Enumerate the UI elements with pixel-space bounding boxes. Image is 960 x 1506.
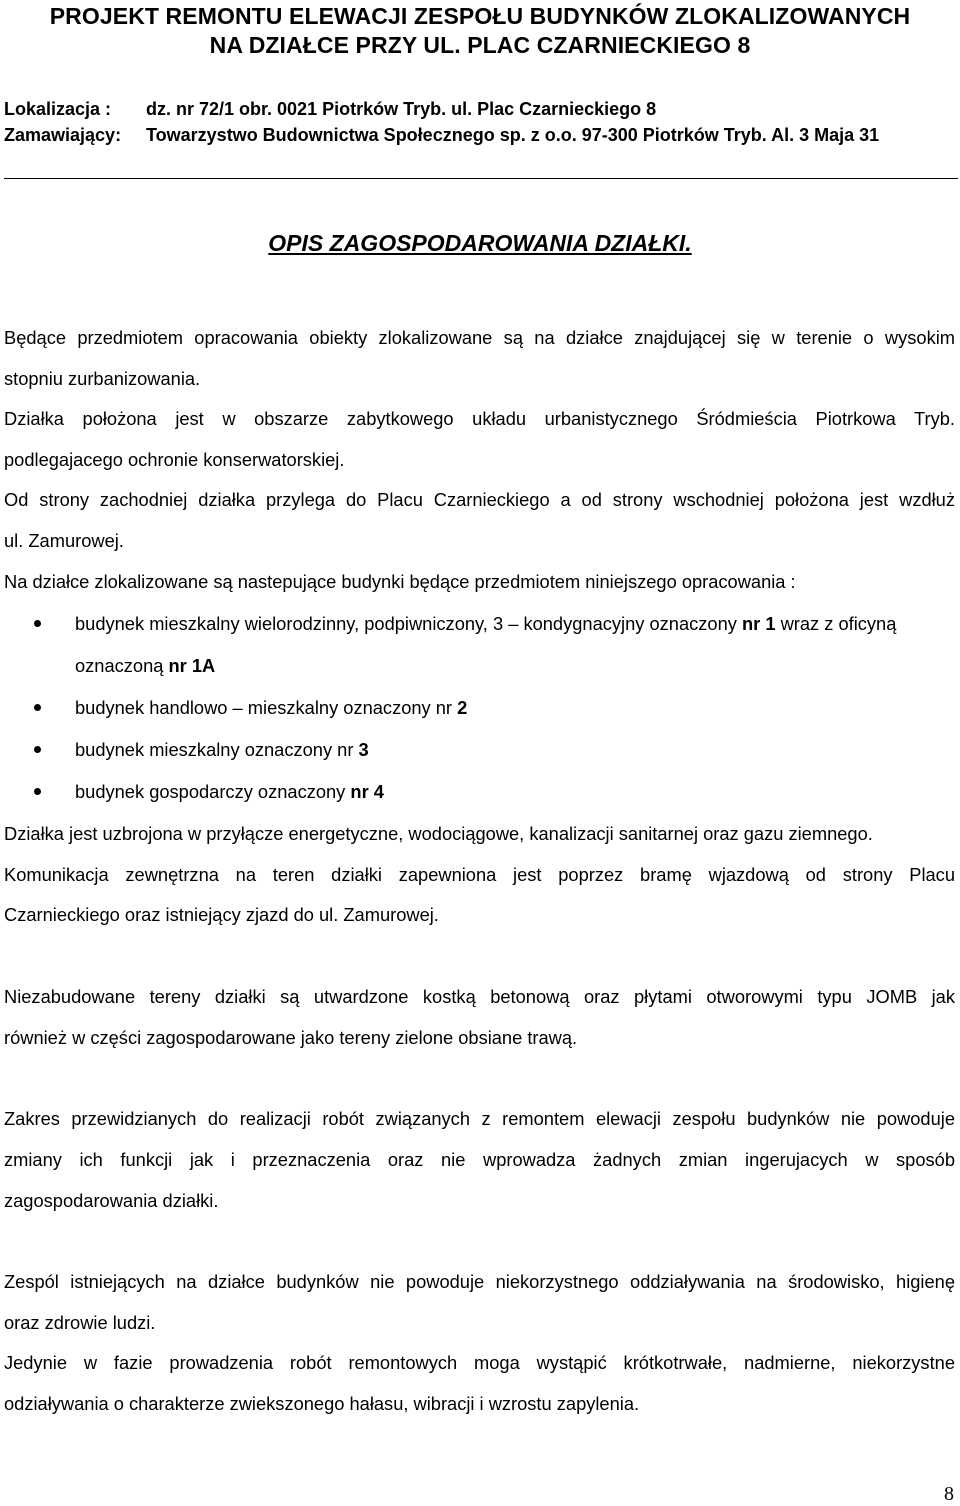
document-title-line-2: NA DZIAŁCE PRZY UL. PLAC CZARNIECKIEGO 8 bbox=[209, 32, 751, 58]
paragraph-line: Działka jest uzbrojona w przyłącze energetyczne, wodociągowe, kanalizacji sanitarnej oraz gazu ziemnego. bbox=[4, 823, 873, 844]
paragraph-line: Niezabudowane tereny działki są utwardzone kostką betonową oraz płytami otworowymi typu JOMB jak bbox=[4, 986, 955, 1007]
section-heading: OPIS ZAGOSPODAROWANIA DZIAŁKI. bbox=[268, 230, 692, 256]
building-item-3 bbox=[75, 739, 369, 761]
bullet-icon bbox=[34, 620, 41, 627]
paragraph-line: Jedynie w fazie prowadzenia robót remontowych moga wystąpić krótkotrwałe, nadmierne, niekorzystne bbox=[4, 1352, 955, 1373]
bullet-icon bbox=[34, 704, 41, 711]
paragraph-line: odziaływania o charakterze zwiekszonego hałasu, wibracji i wzrostu zapylenia. bbox=[4, 1393, 640, 1414]
paragraph-line: stopniu zurbanizowania. bbox=[4, 368, 201, 389]
building-1-number: nr 1 bbox=[741, 613, 776, 634]
header-divider bbox=[4, 178, 958, 179]
building-3-number: 3 bbox=[358, 739, 369, 760]
paragraph-line: Działka położona jest w obszarze zabytkowego układu urbanistycznego Śródmieścia Piotrkowa Tryb. bbox=[4, 408, 955, 429]
building-item-4 bbox=[75, 781, 384, 803]
client-row bbox=[4, 124, 880, 146]
building-2-number: 2 bbox=[457, 697, 468, 718]
bullet-icon bbox=[34, 746, 41, 753]
client-value: Towarzystwo Budownictwa Społecznego sp. z o.o. 97-300 Piotrków Tryb. Al. 3 Maja 31 bbox=[146, 125, 880, 145]
building-4-text: budynek gospodarczy oznaczony bbox=[75, 781, 351, 802]
building-3-text: budynek mieszkalny oznaczony nr bbox=[75, 739, 359, 760]
paragraph-line: Czarnieckiego oraz istniejący zjazd do ul. Zamurowej. bbox=[4, 904, 439, 925]
paragraph-line: oraz zdrowie ludzi. bbox=[4, 1312, 156, 1333]
paragraph-line: Od strony zachodniej działka przylega do Placu Czarnieckiego a od strony wschodniej położona jest wzdłuż bbox=[4, 489, 955, 510]
paragraph-line: podlegajacego ochronie konserwatorskiej. bbox=[4, 449, 345, 470]
paragraph-line: Zespól istniejących na działce budynków nie powoduje niekorzystnego oddziaływania na środowisko, higienę bbox=[4, 1271, 955, 1292]
location-row bbox=[4, 98, 657, 120]
page-number: 8 bbox=[944, 1483, 954, 1505]
building-item-1-continued bbox=[75, 655, 215, 677]
paragraph-line: również w części zagospodarowane jako tereny zielone obsiane trawą. bbox=[4, 1027, 578, 1048]
location-value: dz. nr 72/1 obr. 0021 Piotrków Tryb. ul. Plac Czarnieckiego 8 bbox=[146, 99, 657, 119]
paragraph-line: zmiany ich funkcji jak i przeznaczenia oraz nie wprowadza żadnych zmian ingerujacych w sposób bbox=[4, 1149, 955, 1170]
paragraph-line: Będące przedmiotem opracowania obiekty zlokalizowane są na działce znajdującej się w terenie o wysokim bbox=[4, 327, 955, 348]
bullet-icon bbox=[34, 788, 41, 795]
buildings-intro: Na działce zlokalizowane są nastepujące budynki będące przedmiotem niniejszego opracowania : bbox=[4, 571, 796, 592]
building-1a-number: nr 1A bbox=[168, 655, 216, 676]
location-label: Lokalizacja : bbox=[4, 99, 112, 119]
paragraph-line: zagospodarowania działki. bbox=[4, 1190, 219, 1211]
paragraph-line: Zakres przewidzianych do realizacji robót związanych z remontem elewacji zespołu budynków nie powoduje bbox=[4, 1108, 955, 1129]
building-1-text: budynek mieszkalny wielorodzinny, podpiwniczony, 3 – kondygnacyjny oznaczony bbox=[75, 613, 742, 634]
client-label: Zamawiający: bbox=[4, 125, 122, 145]
paragraph-line: Komunikacja zewnętrzna na teren działki zapewniona jest poprzez bramę wjazdową od strony Placu bbox=[4, 864, 955, 885]
building-1-tail: wraz z oficyną bbox=[775, 613, 897, 634]
building-4-number: nr 4 bbox=[350, 781, 384, 802]
building-2-text: budynek handlowo – mieszkalny oznaczony nr bbox=[75, 697, 458, 718]
building-item-1 bbox=[75, 613, 896, 635]
document-title-line-1: PROJEKT REMONTU ELEWACJI ZESPOŁU BUDYNKÓW ZLOKALIZOWANYCH bbox=[49, 3, 911, 29]
building-1a-text: oznaczoną bbox=[75, 655, 169, 676]
building-item-2 bbox=[75, 697, 467, 719]
paragraph-line: ul. Zamurowej. bbox=[4, 530, 124, 551]
